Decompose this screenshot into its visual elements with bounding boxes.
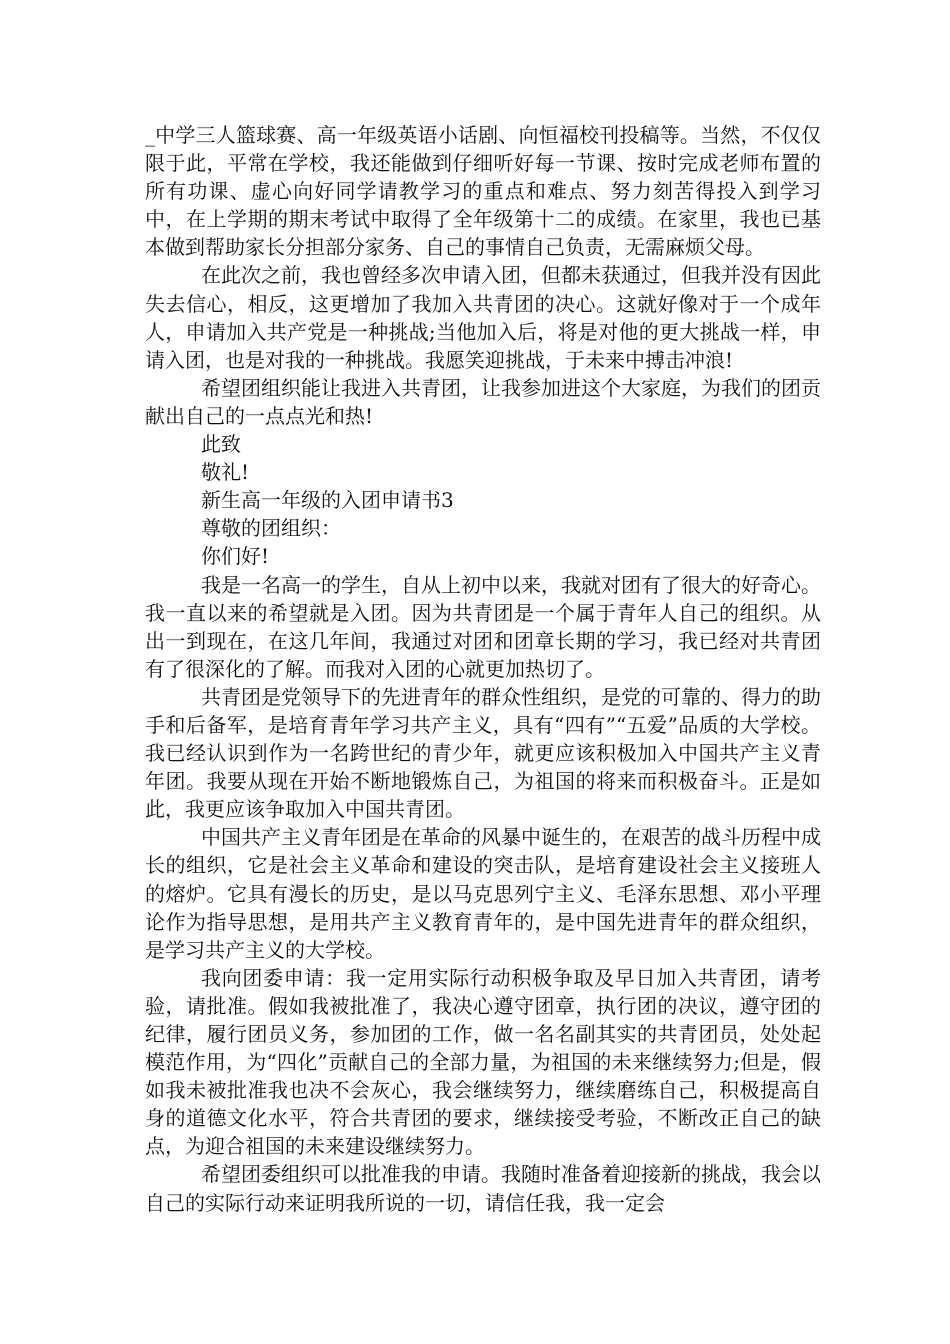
paragraph-3: 希望团组织能让我进入共青团，让我参加进这个大家庭，为我们的团贡献出自己的一点点光和热! (145, 375, 821, 428)
paragraph-2: 在此次之前，我也曾经多次申请入团，但都未获通过，但我并没有因此失去信心，相反，这更增加了我加入共青团的决心。这就好像对于一个成年人，申请加入共产党是一种挑战;当他加入后，将是对他的更大挑战一样，申请入团，也是对我的一种挑战。我愿笑迎挑战，于未来中搏击冲浪! (145, 263, 821, 372)
document-body (145, 121, 821, 1217)
paragraph-6: 中国共产主义青年团是在革命的风暴中诞生的，在艰苦的战斗历程中成长的组织，它是社会主义革命和建设的突击队，是培育建设社会主义接班人的熔炉。它具有漫长的历史，是以马克思列宁主义、毛泽东思想、邓小平理论作为指导思想，是用共产主义教育青年的，是中国先进青年的群众组织，是学习共产主义的大学校。 (145, 825, 821, 962)
paragraph-5: 共青团是党领导下的先进青年的群众性组织，是党的可靠的、得力的助手和后备军，是培育青年学习共产主义，具有“四有”“五爱”品质的大学校。我已经认识到作为一名跨世纪的青少年，就更应该积极加入中国共产主义青年团。我要从现在开始不断地锻炼自己，为祖国的将来而积极奋斗。正是如此，我更应该争取加入中国共青团。 (145, 684, 821, 822)
greeting-hello: 你们好! (201, 544, 270, 569)
closing-respect: 敬礼! (201, 460, 250, 485)
closing-salutation: 此致 (201, 432, 241, 457)
paragraph-8: 希望团委组织可以批准我的申请。我随时准备着迎接新的挑战，我会以自己的实际行动来证明我所说的一切，请信任我，我一定会 (145, 1162, 821, 1215)
paragraph-4: 我是一名高一的学生，自从上初中以来，我就对团有了很大的好奇心。我一直以来的希望就是入团。因为共青团是一个属于青年人自己的组织。从出一到现在，在这几年间，我通过对团和团章长期的学习，我已经对共青团有了很深化的了解。而我对入团的心就更加热切了。 (145, 572, 821, 681)
paragraph-1: _中学三人篮球赛、高一年级英语小话剧、向恒福校刊投稿等。当然，不仅仅限于此，平常在学校，我还能做到仔细听好每一节课、按时完成老师布置的所有功课、虚心向好同学请教学习的重点和难点、努力刻苦得投入到学习中，在上学期的期末考试中取得了全年级第十二的成绩。在家里，我也已基本做到帮助家长分担部分家务、自己的事情自己负责，无需麻烦父母。 (145, 123, 821, 260)
greeting-recipient: 尊敬的团组织： (201, 516, 341, 541)
paragraph-7: 我向团委申请：我一定用实际行动积极争取及早日加入共青团，请考验，请批准。假如我被批准了，我决心遵守团章，执行团的决议，遵守团的纪律，履行团员义务，参加团的工作，做一名名副其实的共青团员，处处起模范作用，为“四化”贡献自己的全部力量，为祖国的未来继续努力;但是，假如我未被批准我也决不会灰心，我会继续努力，继续磨练自己，积极提高自身的道德文化水平，符合共青团的要求，继续接受考验，不断改正自己的缺点，为迎合祖国的未来建设继续努力。 (145, 965, 821, 1159)
section-title: 新生高一年级的入团申请书3 (201, 488, 454, 513)
